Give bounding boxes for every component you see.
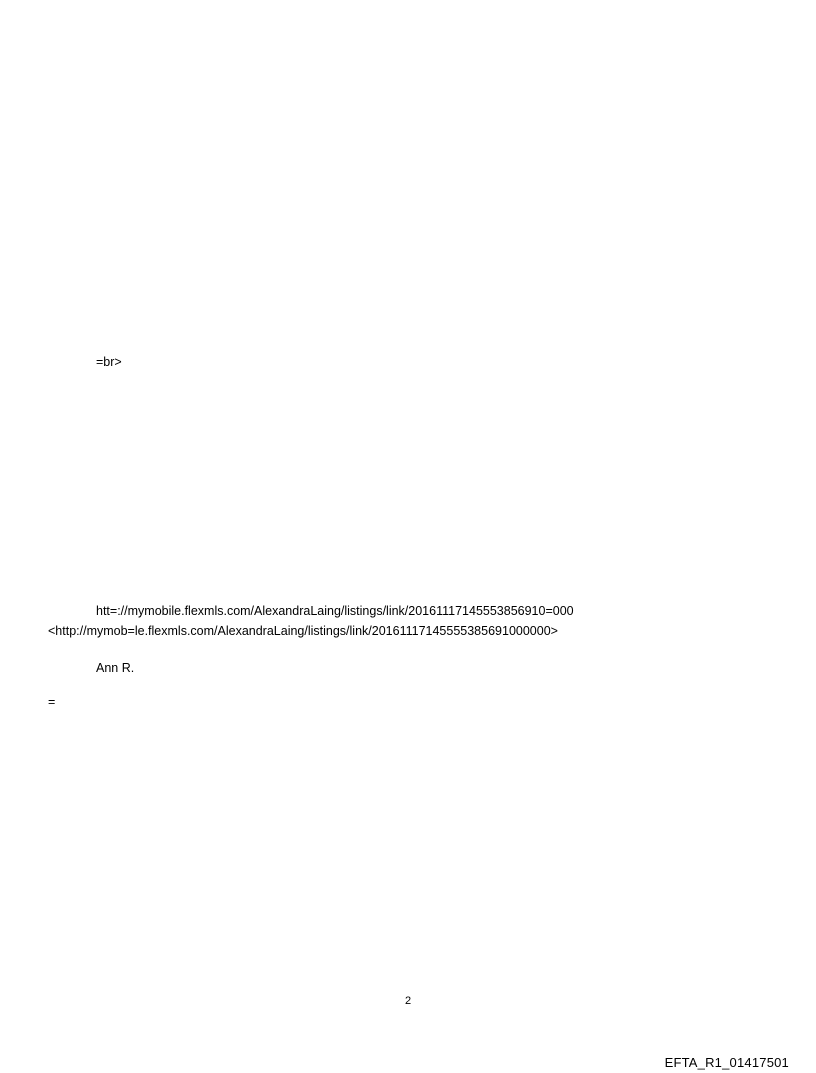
page-number: 2 — [404, 995, 412, 1007]
signature-name: Ann R. — [96, 661, 135, 675]
trailing-equals-text: = — [48, 695, 56, 709]
listing-url-text: htt=://mymobile.flexmls.com/AlexandraLaing/listings/link/20161117145553856910=000 — [96, 604, 574, 618]
br-artifact-text: =br> — [96, 355, 122, 369]
document-id-stamp: EFTA_R1_01417501 — [664, 1055, 789, 1070]
listing-url-link[interactable]: <http://mymob=le.flexmls.com/AlexandraLaing/listings/link/20161117145555385691000000> — [48, 624, 558, 638]
